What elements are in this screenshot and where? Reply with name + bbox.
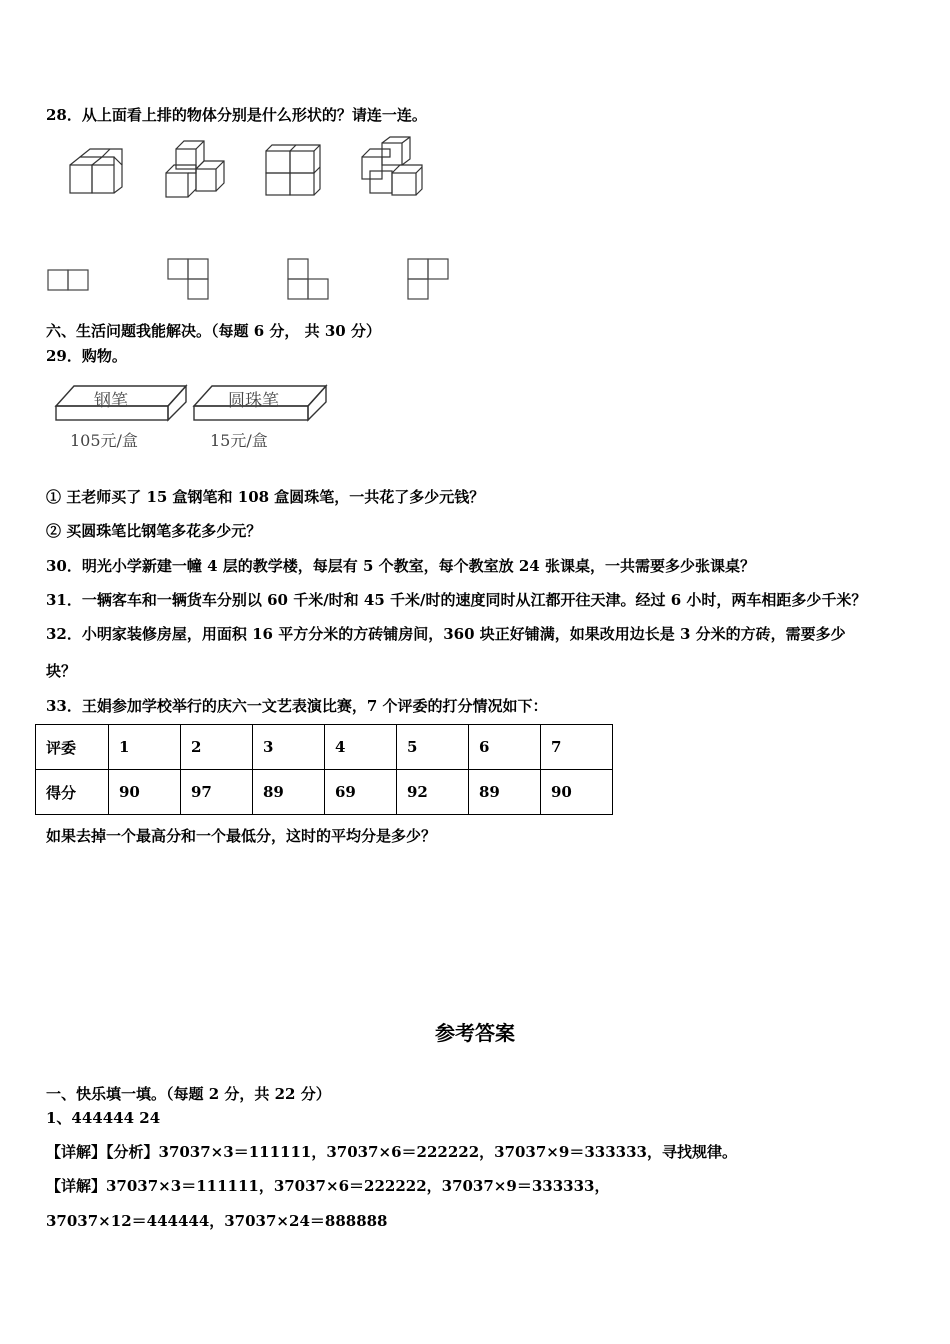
pen-box-label: 钢笔 [94,391,128,411]
cube-object-3 [266,145,320,195]
answer-1-detail: 【详解】37037×3＝111111，37037×6＝222222，37037×9＝333333， [46,1177,610,1195]
table-cell: 69 [325,770,397,815]
view-2 [168,259,208,299]
answer-1-detail-cont: 37037×12＝444444，37037×24＝888888 [46,1212,388,1230]
answer-1: 1、444444 24 [46,1109,161,1127]
cube-object-4 [362,137,422,195]
q29-sub2: ② 买圆珠笔比钢笔多花多少元？ [46,522,262,540]
q33-text: 33．王娟参加学校举行的庆六一文艺表演比赛，7 个评委的打分情况如下： [46,697,548,715]
table-row [36,770,613,815]
table-cell: 2 [181,725,253,770]
q29-text: 29．购物。 [46,347,127,365]
cube-object-2 [166,141,224,197]
answer-1-detail-analysis: 【详解】【分析】37037×3＝111111，37037×6＝222222，37037×9＝333333，寻找规律。 [46,1143,737,1161]
table-row [36,725,613,770]
table-cell: 90 [109,770,181,815]
answers-section1: 一、快乐填一填。（每题 2 分，共 22 分） [46,1085,331,1103]
q32-line2: 块？ [46,662,77,680]
section6-heading: 六、生活问题我能解决。（每题 6 分， 共 30 分） [46,322,381,340]
q33-question: 如果去掉一个最高分和一个最低分，这时的平均分是多少？ [46,827,437,845]
cube-object-1 [70,149,122,193]
view-4 [408,259,448,299]
answers-title: 参考答案 [435,1021,515,1045]
table-cell: 4 [325,725,397,770]
table-cell: 5 [397,725,469,770]
table-cell: 得分 [36,770,109,815]
q33-score-table [35,724,613,815]
table-cell: 92 [397,770,469,815]
q29-sub1: ① 王老师买了 15 盒钢笔和 108 盒圆珠笔，一共花了多少元钱？ [46,488,485,506]
table-cell: 评委 [36,725,109,770]
table-cell: 7 [541,725,613,770]
table-cell: 89 [253,770,325,815]
table-cell: 90 [541,770,613,815]
pen-box-price: 105元/盒 [70,431,138,450]
q28-cube-figures [60,135,440,210]
table-cell: 89 [469,770,541,815]
q28-text: 28．从上面看上排的物体分别是什么形状的？请连一连。 [46,106,427,124]
ballpen-box-label: 圆珠笔 [228,391,279,411]
ballpen-box-price: 15元/盒 [210,431,268,450]
view-3 [288,259,328,299]
table-cell: 1 [109,725,181,770]
view-1 [48,270,88,290]
table-cell: 6 [469,725,541,770]
table-cell: 3 [253,725,325,770]
q28-view-figures [45,255,455,303]
q32-line1: 32．小明家装修房屋，用面积 16 平方分米的方砖铺房间，360 块正好铺满，如果改用边长是 3 分米的方砖，需要多少 [46,625,846,643]
q29-boxes [52,380,342,452]
q30-text: 30．明光小学新建一幢 4 层的教学楼，每层有 5 个教室，每个教室放 24 张课桌，一共需要多少张课桌？ [46,557,755,575]
table-cell: 97 [181,770,253,815]
q31-text: 31．一辆客车和一辆货车分别以 60 千米/时和 45 千米/时的速度同时从江都开往天津。经过 6 小时，两车相距多少千米？ [46,591,867,609]
